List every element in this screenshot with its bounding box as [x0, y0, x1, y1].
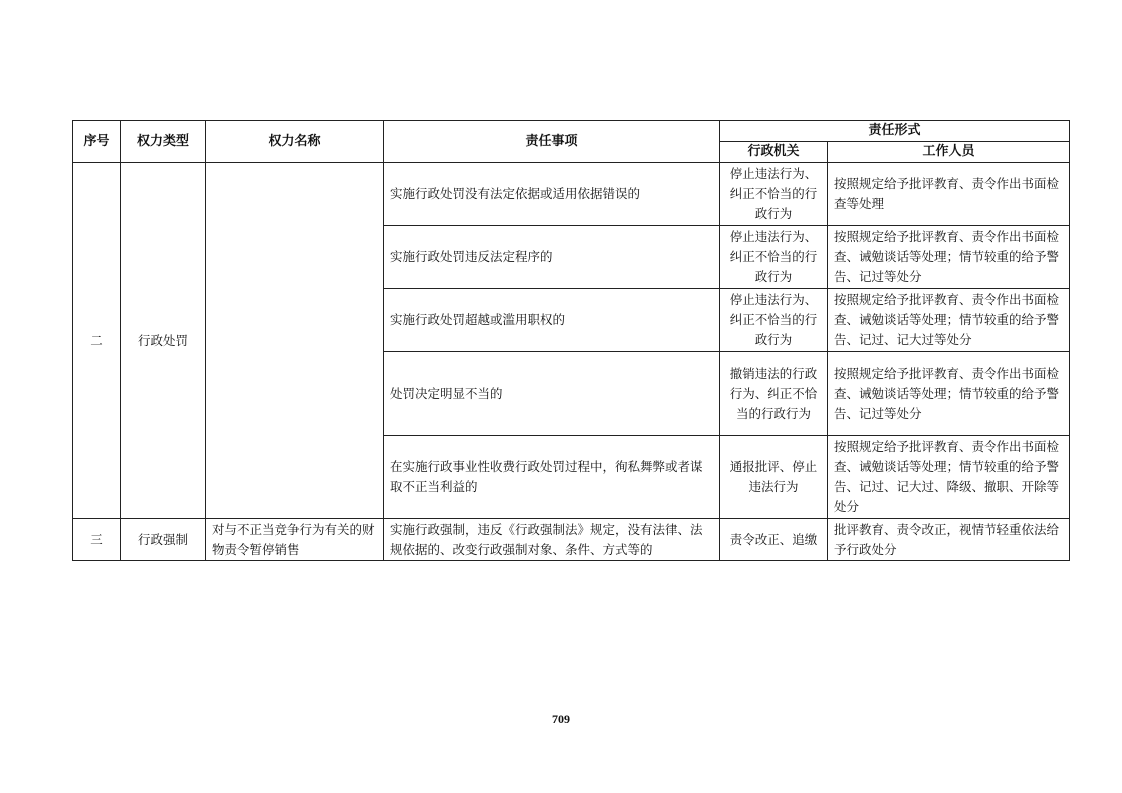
- header-row-1: [73, 121, 1070, 142]
- row-matter: 在实施行政事业性收费行政处罚过程中，徇私舞弊或者谋取不正当利益的: [384, 436, 720, 519]
- header-staff: 工作人员: [828, 142, 1070, 163]
- table-row: [73, 163, 1070, 226]
- header-seq: 序号: [73, 121, 121, 163]
- page-number: 709: [552, 712, 570, 726]
- row-agency: 停止违法行为、纠正不恰当的行政行为: [720, 289, 828, 352]
- row-staff: 按照规定给予批评教育、责令作出书面检查等处理: [828, 163, 1070, 226]
- header-matter: 责任事项: [384, 121, 720, 163]
- row-agency: 停止违法行为、纠正不恰当的行政行为: [720, 226, 828, 289]
- row-type: 行政强制: [121, 519, 206, 561]
- row-agency: 通报批评、停止违法行为: [720, 436, 828, 519]
- row-agency: 责令改正、追缴: [720, 519, 828, 561]
- table-row: [73, 519, 1070, 561]
- row-matter: 实施行政处罚违反法定程序的: [384, 226, 720, 289]
- row-name: 对与不正当竞争行为有关的财物责令暂停销售: [206, 519, 384, 561]
- row-matter: 实施行政强制，违反《行政强制法》规定，没有法律、法规依据的、改变行政强制对象、条件、方式等的: [384, 519, 720, 561]
- row-name: [206, 163, 384, 519]
- header-type: 权力类型: [121, 121, 206, 163]
- row-staff: 按照规定给予批评教育、责令作出书面检查、诫勉谈话等处理；情节较重的给予警告、记过、记大过、降级、撤职、开除等处分: [828, 436, 1070, 519]
- responsibility-table: [72, 120, 1070, 561]
- row-seq: 三: [73, 519, 121, 561]
- row-agency: 停止违法行为、纠正不恰当的行政行为: [720, 163, 828, 226]
- row-matter: 实施行政处罚没有法定依据或适用依据错误的: [384, 163, 720, 226]
- row-staff: 按照规定给予批评教育、责令作出书面检查、诫勉谈话等处理；情节较重的给予警告、记过等处分: [828, 226, 1070, 289]
- row-staff: 按照规定给予批评教育、责令作出书面检查、诫勉谈话等处理；情节较重的给予警告、记过、记大过等处分: [828, 289, 1070, 352]
- row-staff: 按照规定给予批评教育、责令作出书面检查、诫勉谈话等处理；情节较重的给予警告、记过等处分: [828, 352, 1070, 436]
- header-form: 责任形式: [720, 121, 1070, 142]
- row-seq: 二: [73, 163, 121, 519]
- row-matter: 处罚决定明显不当的: [384, 352, 720, 436]
- row-staff: 批评教育、责令改正，视情节轻重依法给予行政处分: [828, 519, 1070, 561]
- row-type: 行政处罚: [121, 163, 206, 519]
- header-agency: 行政机关: [720, 142, 828, 163]
- header-name: 权力名称: [206, 121, 384, 163]
- row-agency: 撤销违法的行政行为、纠正不恰当的行政行为: [720, 352, 828, 436]
- row-matter: 实施行政处罚超越或滥用职权的: [384, 289, 720, 352]
